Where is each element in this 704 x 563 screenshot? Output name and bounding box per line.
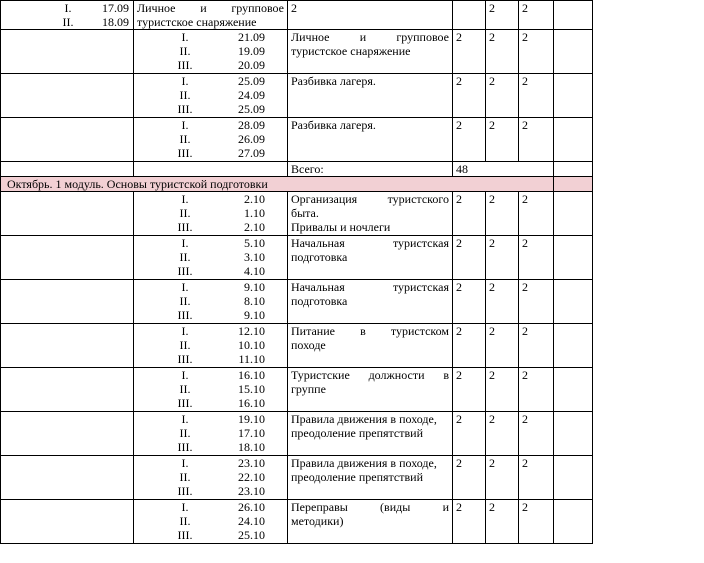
group-numeral: II.: [179, 44, 191, 58]
hours-cell: 2: [486, 368, 519, 412]
hours-cell: 2: [486, 412, 519, 456]
date-line: [170, 58, 265, 72]
empty-cell: [554, 412, 593, 456]
date-line: [170, 352, 265, 366]
table-row: [1, 30, 593, 74]
group-numeral: I.: [181, 236, 189, 250]
empty-cell: [1, 236, 134, 280]
group-numeral: III.: [177, 102, 193, 116]
date-line: [170, 470, 265, 484]
table-row: [1, 1, 593, 30]
date-line: [170, 294, 265, 308]
dates-cell: [134, 456, 288, 500]
group-numeral: I.: [181, 412, 189, 426]
topic-cell: [288, 236, 453, 280]
lesson-date: 4.10: [244, 264, 265, 278]
empty-cell: [554, 236, 593, 280]
date-line: [170, 220, 265, 234]
lesson-date: 9.10: [244, 280, 265, 294]
hours-cell: 2: [519, 324, 554, 368]
date-line: [170, 456, 265, 470]
hours-cell: 2: [519, 118, 554, 162]
lesson-date: 3.10: [244, 250, 265, 264]
table-row: [1, 368, 593, 412]
empty-cell: [453, 1, 486, 30]
hours-cell: 2: [453, 236, 486, 280]
lesson-date: 17.09: [102, 1, 129, 15]
topic-line: Начальная туристская: [291, 236, 449, 250]
date-line: [170, 500, 265, 514]
hours-cell: 2: [486, 30, 519, 74]
date-line: [170, 118, 265, 132]
hours-cell: 2: [486, 1, 519, 30]
date-line: [170, 236, 265, 250]
group-numeral: III.: [177, 352, 193, 366]
hours-cell: 2: [453, 368, 486, 412]
lesson-date: 28.09: [238, 118, 265, 132]
empty-cell: [554, 324, 593, 368]
group-numeral: I.: [181, 74, 189, 88]
empty-cell: [554, 280, 593, 324]
empty-cell: [1, 456, 134, 500]
date-line: [170, 396, 265, 410]
group-numeral: III.: [177, 528, 193, 542]
empty-cell: [554, 1, 593, 30]
hours-cell: 2: [453, 412, 486, 456]
lesson-date: 5.10: [244, 236, 265, 250]
date-line: [170, 382, 265, 396]
lesson-date: 8.10: [244, 294, 265, 308]
hours-cell: 2: [453, 192, 486, 236]
topic-cell: [288, 324, 453, 368]
group-numeral: I.: [64, 1, 72, 15]
group-numeral: III.: [177, 396, 193, 410]
group-numeral: III.: [177, 264, 193, 278]
group-numeral: II.: [179, 132, 191, 146]
empty-cell: [1, 162, 134, 177]
lesson-date: 23.10: [238, 484, 265, 498]
lesson-date: 23.10: [238, 456, 265, 470]
group-numeral: III.: [177, 484, 193, 498]
topic-line: Личное и групповое: [291, 30, 449, 44]
hours-cell: 2: [453, 30, 486, 74]
lesson-date: 25.10: [238, 528, 265, 542]
table-row: [1, 236, 593, 280]
empty-cell: [1, 118, 134, 162]
group-numeral: II.: [179, 426, 191, 440]
lesson-date: 25.09: [238, 74, 265, 88]
dates-cell: [134, 74, 288, 118]
group-numeral: II.: [179, 382, 191, 396]
hours-cell: 2: [486, 236, 519, 280]
lesson-date: 19.10: [238, 412, 265, 426]
lesson-date: 2.10: [244, 220, 265, 234]
date-line: [170, 280, 265, 294]
topic-line: туристское снаряжение: [137, 15, 257, 29]
group-numeral: III.: [177, 220, 193, 234]
topic-line: Правила движения в походе,: [291, 412, 437, 426]
hours-cell: 2: [519, 456, 554, 500]
table-row: [1, 192, 593, 236]
empty-cell: [554, 162, 593, 177]
hours-cell: 2: [519, 192, 554, 236]
total-row: [1, 162, 593, 177]
hours-cell: 2: [486, 118, 519, 162]
hours-cell: 2: [453, 456, 486, 500]
date-line: [170, 528, 265, 542]
lesson-date: 12.10: [238, 324, 265, 338]
lesson-date: 26.09: [238, 132, 265, 146]
date-line: [170, 102, 265, 116]
date-line: [170, 74, 265, 88]
lesson-date: 24.10: [238, 514, 265, 528]
section-title: Октябрь. 1 модуль. Основы туристской подготовки: [1, 177, 554, 192]
hours-cell: 2: [486, 280, 519, 324]
empty-cell: [1, 412, 134, 456]
topic-line: Переправы (виды и: [291, 500, 449, 514]
date-line: [170, 264, 265, 278]
topic-line: Личное и групповое: [137, 1, 284, 15]
group-numeral: I.: [181, 368, 189, 382]
table-row: [1, 500, 593, 544]
hours-cell: 2: [453, 280, 486, 324]
hours-cell: 2: [519, 500, 554, 544]
topic-cell: [288, 30, 453, 74]
group-numeral: I.: [181, 324, 189, 338]
schedule-body: [1, 1, 593, 544]
group-numeral: II.: [179, 338, 191, 352]
topic-line: Правила движения в походе,: [291, 456, 437, 470]
group-numeral: I.: [181, 280, 189, 294]
hours-cell: 2: [453, 118, 486, 162]
empty-cell: [1, 500, 134, 544]
hours-cell: 2: [453, 324, 486, 368]
table-row: [1, 324, 593, 368]
lesson-date: 18.10: [238, 440, 265, 454]
dates-cell: [134, 280, 288, 324]
topic-cell: [288, 74, 453, 118]
topic-line: туристское снаряжение: [291, 44, 411, 58]
group-numeral: II.: [179, 250, 191, 264]
table-row: [1, 412, 593, 456]
total-label: Всего:: [288, 162, 453, 177]
table-row: [1, 74, 593, 118]
date-line: [170, 484, 265, 498]
topic-line: Разбивка лагеря.: [291, 74, 376, 88]
empty-cell: [1, 324, 134, 368]
section-header-row: [1, 177, 593, 192]
empty-cell: [554, 368, 593, 412]
date-line: [170, 30, 265, 44]
group-numeral: III.: [177, 308, 193, 322]
group-numeral: III.: [177, 146, 193, 160]
group-numeral: II.: [179, 514, 191, 528]
empty-cell: [1, 192, 134, 236]
dates-cell: [134, 192, 288, 236]
empty-cell: [554, 192, 593, 236]
topic-cell: [288, 280, 453, 324]
date-line: [170, 146, 265, 160]
group-numeral: III.: [177, 440, 193, 454]
lesson-date: 26.10: [238, 500, 265, 514]
hours-cell: 2: [453, 74, 486, 118]
empty-cell: [1, 30, 134, 74]
topic-cell: [134, 1, 288, 30]
dates-cell: [134, 118, 288, 162]
group-numeral: II.: [179, 470, 191, 484]
topic-line: Организация туристского: [291, 192, 449, 206]
hours-cell: 2: [486, 500, 519, 544]
date-line: [170, 324, 265, 338]
hours-cell: 2: [519, 368, 554, 412]
empty-cell: [1, 368, 134, 412]
dates-cell: [134, 30, 288, 74]
lesson-date: 1.10: [244, 206, 265, 220]
topic-line: группе: [291, 382, 326, 396]
group-numeral: II.: [179, 88, 191, 102]
hours-cell: 2: [519, 236, 554, 280]
hours-cell: 2: [486, 456, 519, 500]
topic-line: быта.: [291, 206, 319, 220]
topic-cell: [288, 118, 453, 162]
empty-cell: [554, 118, 593, 162]
date-line: [170, 368, 265, 382]
empty-cell: [554, 456, 593, 500]
hours-cell: 2: [519, 1, 554, 30]
group-numeral: II.: [179, 294, 191, 308]
empty-cell: [554, 177, 593, 192]
topic-line: подготовка: [291, 250, 348, 264]
lesson-date: 16.10: [238, 396, 265, 410]
hours-cell: 2: [519, 412, 554, 456]
empty-cell: [1, 280, 134, 324]
topic-line: методики): [291, 514, 344, 528]
date-line: [170, 250, 265, 264]
total-value: 48: [453, 162, 554, 177]
topic-line: преодоление препятствий: [291, 426, 423, 440]
topic-line: Начальная туристская: [291, 280, 449, 294]
date-line: [170, 426, 265, 440]
topic-line: походе: [291, 338, 326, 352]
empty-cell: [554, 30, 593, 74]
hours-cell: 2: [519, 280, 554, 324]
group-numeral: I.: [181, 500, 189, 514]
lesson-date: 11.10: [238, 352, 265, 366]
date-line: [170, 206, 265, 220]
lesson-date: 2.10: [244, 192, 265, 206]
date-line: [170, 308, 265, 322]
topic-line: Разбивка лагеря.: [291, 118, 376, 132]
topic-cell: [288, 368, 453, 412]
lesson-date: 18.09: [102, 15, 129, 29]
date-line: [170, 338, 265, 352]
table-row: [1, 118, 593, 162]
date-line: [170, 88, 265, 102]
group-numeral: I.: [181, 192, 189, 206]
topic-cell: [288, 456, 453, 500]
topic-cell: [288, 412, 453, 456]
hours-cell: 2: [519, 30, 554, 74]
date-line: [170, 514, 265, 528]
table-row: [1, 280, 593, 324]
dates-cell: [134, 324, 288, 368]
hours-cell: 2: [486, 74, 519, 118]
lesson-date: 17.10: [238, 426, 265, 440]
topic-line: Питание в туристском: [291, 324, 449, 338]
lesson-date: 15.10: [238, 382, 265, 396]
date-line: [170, 412, 265, 426]
empty-cell: [554, 74, 593, 118]
lesson-date: 16.10: [238, 368, 265, 382]
table-row: [1, 456, 593, 500]
hours-cell: 2: [453, 500, 486, 544]
dates-cell: [134, 368, 288, 412]
group-numeral: I.: [181, 118, 189, 132]
lesson-date: 22.10: [238, 470, 265, 484]
dates-cell: [134, 236, 288, 280]
hours-cell: 2: [288, 1, 453, 30]
topic-cell: [288, 500, 453, 544]
dates-cell: [134, 412, 288, 456]
group-numeral: III.: [177, 58, 193, 72]
hours-cell: 2: [486, 192, 519, 236]
topic-line: Туристские должности в: [291, 368, 449, 382]
lesson-date: 24.09: [238, 88, 265, 102]
hours-cell: 2: [486, 324, 519, 368]
dates-cell: [134, 500, 288, 544]
empty-cell: [1, 74, 134, 118]
lesson-date: 25.09: [238, 102, 265, 116]
lesson-date: 19.09: [238, 44, 265, 58]
topic-line: преодоление препятствий: [291, 470, 423, 484]
lesson-date: 27.09: [238, 146, 265, 160]
date-line: [170, 132, 265, 146]
topic-line: подготовка: [291, 294, 348, 308]
lesson-date: 20.09: [238, 58, 265, 72]
lesson-date: 21.09: [238, 30, 265, 44]
group-numeral: II.: [179, 206, 191, 220]
lesson-date: 9.10: [244, 308, 265, 322]
topic-cell: [288, 192, 453, 236]
empty-cell: [134, 162, 288, 177]
group-numeral: I.: [181, 30, 189, 44]
lesson-date: 10.10: [238, 338, 265, 352]
date-line: [170, 44, 265, 58]
date-line: [170, 440, 265, 454]
date-line: [170, 192, 265, 206]
group-numeral: I.: [181, 456, 189, 470]
hours-cell: 2: [519, 74, 554, 118]
empty-cell: [554, 500, 593, 544]
topic-line: Привалы и ночлеги: [291, 220, 391, 234]
group-dates-cell: [1, 1, 134, 30]
group-numeral: II.: [62, 15, 74, 29]
